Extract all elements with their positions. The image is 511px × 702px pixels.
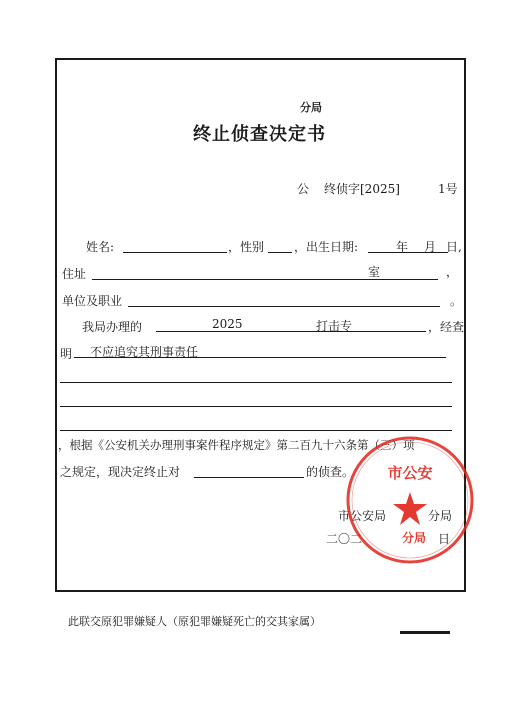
- employer-label: 单位及职业: [62, 294, 123, 308]
- legal-basis: ，根据《公安机关办理刑事案件程序规定》第二百九十六条第（三）项: [58, 438, 415, 452]
- name-label: 姓名:: [86, 240, 115, 254]
- employer-end: 。: [450, 294, 463, 308]
- doc-number-suffix: 1号: [438, 182, 458, 196]
- employer-underline: [128, 306, 440, 307]
- doc-number-prefix: 公: [297, 182, 310, 196]
- case-prefix: 我局办理的: [82, 320, 143, 334]
- scan-mark: [400, 631, 450, 634]
- blank-line-3: [60, 430, 452, 431]
- birth-label: ，出生日期:: [294, 240, 359, 254]
- decision-suffix: 的侦查。: [306, 465, 355, 479]
- signature-branch: 分局: [428, 509, 453, 523]
- case-name-tail: 打击专: [316, 319, 353, 333]
- issuing-unit: 分局: [300, 101, 322, 114]
- birth-month-char: 月: [424, 240, 437, 254]
- decision-underline: [194, 477, 304, 478]
- svg-text:市公安: 市公安: [387, 464, 433, 482]
- birth-day-char: 日,: [446, 240, 462, 254]
- sex-underline: [268, 252, 292, 253]
- name-underline: [123, 252, 227, 253]
- case-suffix: ，经查: [428, 320, 465, 334]
- case-underline: [156, 331, 426, 332]
- case-year: 2025: [212, 317, 243, 331]
- address-end: ，: [446, 265, 459, 279]
- address-label: 住址: [62, 267, 87, 281]
- signature-date-prefix: 二〇二: [326, 532, 363, 546]
- finding-value: 不应追究其刑事责任: [90, 345, 199, 359]
- official-seal: [344, 434, 476, 566]
- decision-prefix: 之规定，现决定终止对: [60, 465, 181, 479]
- finding-prefix: 明: [60, 347, 73, 361]
- document-title: 终止侦查决定书: [193, 124, 326, 145]
- address-underline: [92, 279, 438, 280]
- blank-line-2: [60, 406, 452, 407]
- svg-text:分局: 分局: [401, 531, 427, 545]
- signature-date-suffix: 日: [438, 532, 451, 546]
- copy-distribution-note: 此联交原犯罪嫌疑人（原犯罪嫌疑死亡的交其家属）: [68, 615, 321, 628]
- birth-year-char: 年: [396, 240, 409, 254]
- doc-number-type: 终侦字[2025]: [324, 182, 400, 196]
- signature-agency: 市公安局: [338, 509, 387, 523]
- blank-line-1: [60, 382, 452, 383]
- address-value: 室: [368, 265, 381, 279]
- sex-label: ，性别: [228, 240, 265, 254]
